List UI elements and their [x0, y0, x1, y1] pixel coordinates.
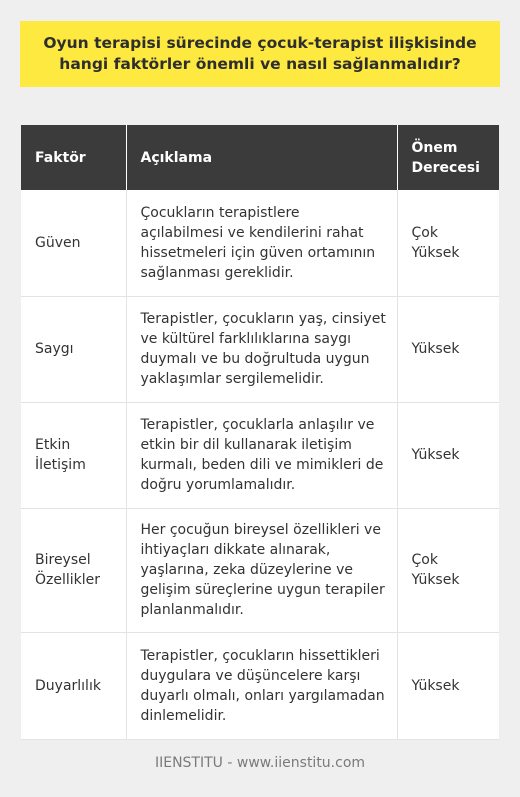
- description-cell: Terapistler, çocukların hissettikleri duygulara ve düşüncelere karşı duyarlı olmalı, onları yargılamadan dinlemelidir.: [126, 632, 397, 739]
- importance-cell: Yüksek: [397, 296, 499, 402]
- table-row: [21, 632, 499, 739]
- table-row: [21, 190, 499, 296]
- importance-cell: Yüksek: [397, 632, 499, 739]
- description-cell: Her çocuğun bireysel özellikleri ve ihtiyaçları dikkate alınarak, yaşlarına, zeka düzeylerine ve gelişim süreçlerine uygun terapiler planlanmalıdır.: [126, 508, 397, 632]
- importance-cell: Çok Yüksek: [397, 190, 499, 296]
- importance-cell: Çok Yüksek: [397, 508, 499, 632]
- page-title: Oyun terapisi sürecinde çocuk-terapist ilişkisinde hangi faktörler önemli ve nasıl sağlanmalıdır?: [43, 34, 477, 73]
- header-importance: Önem Derecesi: [397, 125, 499, 190]
- factor-cell: Duyarlılık: [21, 632, 126, 739]
- table-row: [21, 508, 499, 632]
- table-header-row: [21, 125, 499, 190]
- factors-table: [21, 125, 499, 740]
- table-row: [21, 296, 499, 402]
- factor-cell: Güven: [21, 190, 126, 296]
- header-description: Açıklama: [126, 125, 397, 190]
- factor-cell: Etkin İletişim: [21, 402, 126, 508]
- description-cell: Terapistler, çocuklarla anlaşılır ve etkin bir dil kullanarak iletişim kurmalı, beden dili ve mimikleri de doğru yorumlamalıdır.: [126, 402, 397, 508]
- description-cell: Çocukların terapistlere açılabilmesi ve kendilerini rahat hissetmeleri için güven ortamının sağlanması gereklidir.: [126, 190, 397, 296]
- table-row: [21, 402, 499, 508]
- title-banner: [20, 21, 500, 87]
- factor-cell: Saygı: [21, 296, 126, 402]
- description-cell: Terapistler, çocukların yaş, cinsiyet ve kültürel farklılıklarına saygı duymalı ve bu doğrultuda uygun yaklaşımlar sergilemelidir.: [126, 296, 397, 402]
- header-factor: Faktör: [21, 125, 126, 190]
- footer-credit: IIENSTITU - www.iienstitu.com: [154, 755, 366, 771]
- importance-cell: Yüksek: [397, 402, 499, 508]
- factor-cell: Bireysel Özellikler: [21, 508, 126, 632]
